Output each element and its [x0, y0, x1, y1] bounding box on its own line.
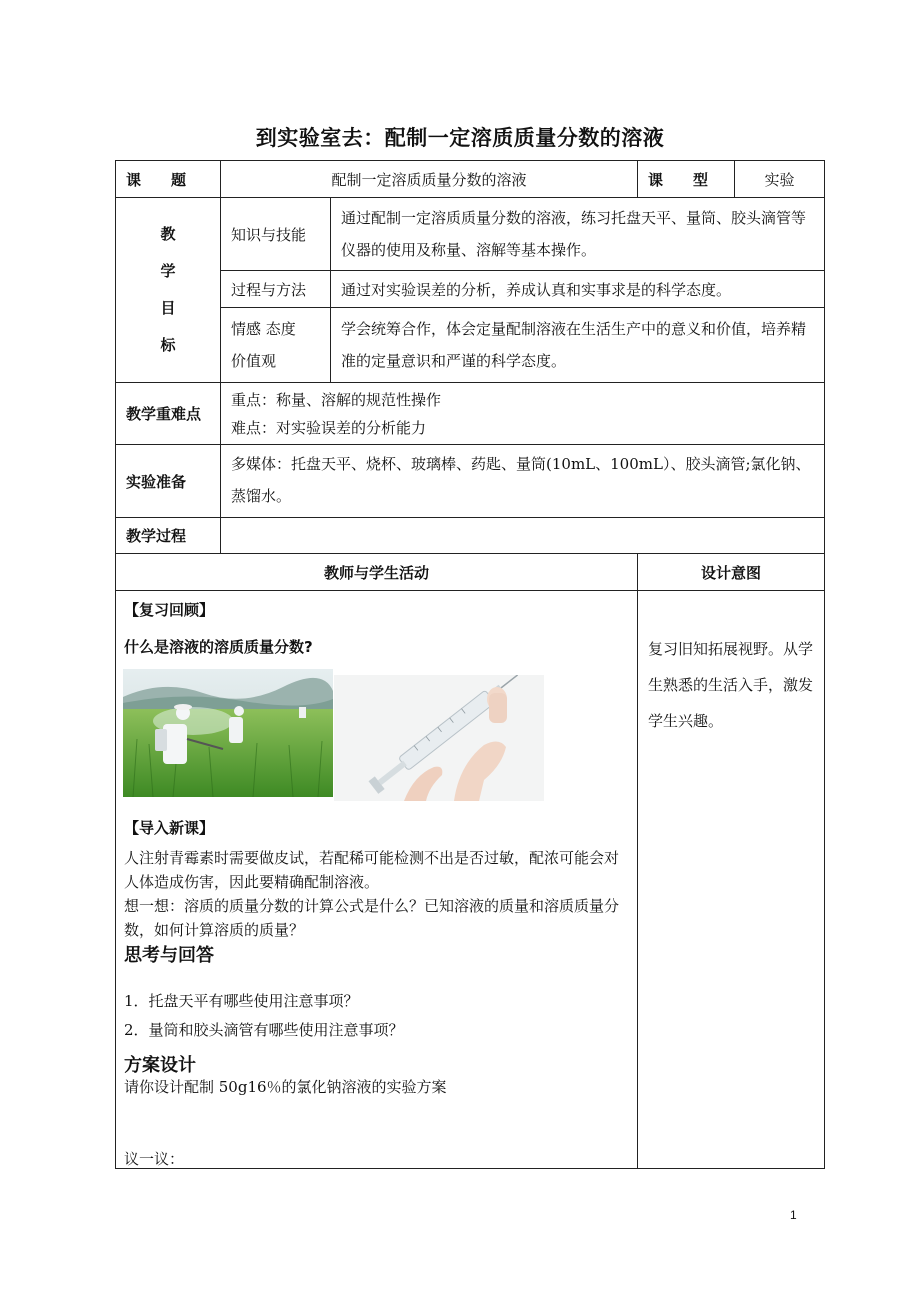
- discuss-text: 议一议：: [124, 1150, 185, 1168]
- objective-name-emotion: 情感 态度 价值观: [221, 308, 331, 383]
- preparation-text: 多媒体：托盘天平、烧杯、玻璃棒、药匙、量筒(10mL、100mL）、胶头滴管;氯化钠、蒸馏水。: [221, 445, 825, 518]
- document-title: 到实验室去：配制一定溶质质量分数的溶液: [255, 126, 665, 150]
- key-points-content: 重点：称量、溶解的规范性操作 难点：对实验误差的分析能力: [221, 383, 825, 445]
- intro-heading: 【导入新课】: [124, 819, 215, 837]
- design-text: 请你设计配制 50g16％的氯化钠溶液的实验方案: [124, 1078, 447, 1096]
- row-objective-process: [116, 271, 825, 308]
- objective-name-knowledge: 知识与技能: [221, 198, 331, 271]
- process-label: 教学过程: [116, 518, 221, 554]
- qa-heading: 思考与回答: [124, 945, 214, 966]
- syringe-photo: [334, 675, 544, 801]
- row-topic: [116, 161, 825, 198]
- intro-text: 人注射青霉素时需要做皮试，若配稀可能检测不出是否过敏，配浓可能会对人体造成伤害，因此要精确配制溶液。: [124, 849, 620, 891]
- objective-name-process: 过程与方法: [221, 271, 331, 308]
- type-label: 课 型: [638, 161, 735, 198]
- field-spraying-photo: [123, 669, 333, 797]
- row-preparation: [116, 445, 825, 518]
- row-objective-knowledge: [116, 198, 825, 271]
- topic-value: 配制一定溶质质量分数的溶液: [221, 161, 638, 198]
- row-objective-emotion: [116, 308, 825, 383]
- objective-text-emotion: 学会统筹合作，体会定量配制溶液在生活生产中的意义和价值，培养精准的定量意识和严谨的科学态度。: [331, 308, 825, 383]
- row-process: [116, 518, 825, 554]
- objective-text-process: 通过对实验误差的分析，养成认真和实事求是的科学态度。: [331, 271, 825, 308]
- row-process-body: [116, 591, 825, 1169]
- design-heading: 方案设计: [124, 1055, 196, 1076]
- objectives-label: 教 学 目 标: [116, 198, 221, 383]
- process-empty-cell: [221, 518, 825, 554]
- page-number: 1: [790, 1208, 797, 1222]
- review-heading: 【复习回顾】: [124, 601, 215, 619]
- row-key-points: [116, 383, 825, 445]
- question-1: 1．托盘天平有哪些使用注意事项？: [124, 992, 359, 1010]
- objective-text-knowledge: 通过配制一定溶质质量分数的溶液，练习托盘天平、量筒、胶头滴管等仪器的使用及称量、溶解等基本操作。: [331, 198, 825, 271]
- key-points-label: 教学重难点: [116, 383, 221, 445]
- question-2: 2．量筒和胶头滴管有哪些使用注意事项？: [124, 1021, 404, 1039]
- preparation-label: 实验准备: [116, 445, 221, 518]
- lesson-plan-table: [115, 160, 825, 1169]
- intent-cell: 复习旧知拓展视野。从学生熟悉的生活入手，激发学生兴趣。: [638, 591, 825, 1169]
- think-text: 想一想：溶质的质量分数的计算公式是什么？已知溶液的质量和溶质质量分数，如何计算溶质的质量？: [124, 897, 620, 939]
- intent-header: 设计意图: [638, 554, 825, 591]
- topic-label: 课 题: [116, 161, 221, 198]
- activity-cell: [116, 591, 638, 1169]
- row-process-headers: [116, 554, 825, 591]
- review-question: 什么是溶液的溶质质量分数?: [124, 638, 313, 656]
- activity-header: 教师与学生活动: [116, 554, 638, 591]
- type-value: 实验: [735, 161, 825, 198]
